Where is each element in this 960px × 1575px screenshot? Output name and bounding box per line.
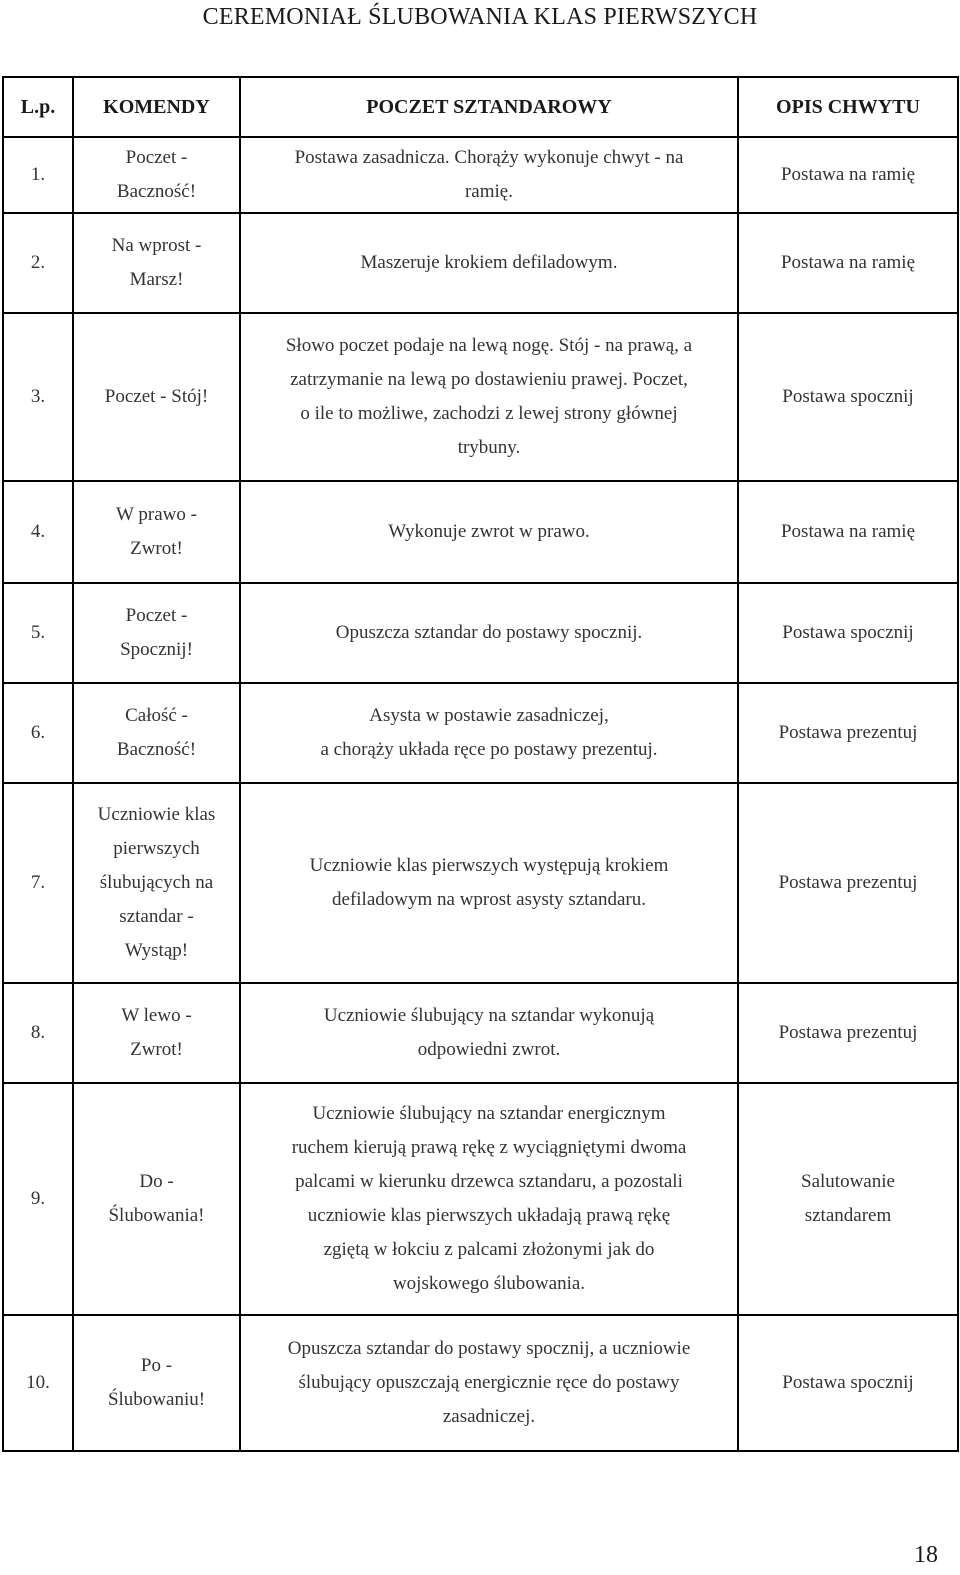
command-cell-line: Po - bbox=[140, 1355, 173, 1376]
command-cell bbox=[73, 1315, 240, 1451]
description-cell-line: Uczniowie klas pierwszych występują krokiem bbox=[309, 855, 669, 876]
grip-cell bbox=[738, 1083, 958, 1315]
description-cell-line: Uczniowie ślubujący na sztandar energicznym bbox=[312, 1103, 666, 1124]
command-cell-line: Marsz! bbox=[129, 269, 184, 290]
table-row bbox=[3, 583, 958, 683]
description-cell-line: o ile to możliwe, zachodzi z lewej strony głównej bbox=[300, 403, 678, 424]
table-row bbox=[3, 313, 958, 481]
grip-cell-line: Postawa na ramię bbox=[780, 252, 915, 273]
description-cell-line: palcami w kierunku drzewca sztandaru, a pozostali bbox=[295, 1171, 683, 1192]
page-title: CEREMONIAŁ ŚLUBOWANIA KLAS PIERWSZYCH bbox=[202, 4, 758, 30]
command-cell bbox=[73, 1083, 240, 1315]
header-color-guard: POCZET SZTANDAROWY bbox=[240, 77, 738, 137]
command-cell-line: Zwrot! bbox=[130, 1039, 183, 1060]
command-cell-line: Ślubowania! bbox=[108, 1205, 205, 1226]
command-cell-line: sztandar - bbox=[119, 906, 194, 927]
description-cell bbox=[240, 313, 738, 481]
row-number: 10. bbox=[3, 1315, 73, 1451]
table-row bbox=[3, 213, 958, 313]
description-cell-line: trybuny. bbox=[457, 437, 521, 458]
command-cell-line: pierwszych bbox=[113, 838, 200, 859]
table-row bbox=[3, 983, 958, 1083]
header-lp: L.p. bbox=[3, 77, 73, 137]
description-cell-line: Opuszcza sztandar do postawy spocznij, a uczniowie bbox=[287, 1338, 691, 1359]
command-cell-line: Ślubowaniu! bbox=[107, 1389, 206, 1410]
command-cell bbox=[73, 313, 240, 481]
grip-cell-line: Postawa prezentuj bbox=[778, 872, 918, 893]
command-cell-line: Baczność! bbox=[116, 181, 197, 202]
row-number: 2. bbox=[3, 213, 73, 313]
description-cell bbox=[240, 983, 738, 1083]
command-cell-line: Baczność! bbox=[116, 739, 197, 760]
command-cell-line: W prawo - bbox=[116, 504, 197, 525]
grip-cell bbox=[738, 137, 958, 213]
grip-cell-line: Postawa spocznij bbox=[782, 386, 914, 407]
header-commands: KOMENDY bbox=[73, 77, 240, 137]
grip-cell-line: Postawa na ramię bbox=[780, 521, 915, 542]
command-cell bbox=[73, 983, 240, 1083]
table-row bbox=[3, 1083, 958, 1315]
grip-cell-line: Postawa prezentuj bbox=[778, 722, 918, 743]
command-cell-line: ślubujących na bbox=[99, 872, 214, 893]
grip-cell bbox=[738, 583, 958, 683]
description-cell-line: zasadniczej. bbox=[442, 1406, 536, 1427]
command-cell-line: Poczet - Stój! bbox=[104, 386, 209, 407]
table-header-row bbox=[3, 77, 958, 137]
command-cell-line: Na wprost - bbox=[111, 235, 202, 256]
table-body bbox=[3, 137, 958, 1451]
description-cell-line: Postawa zasadnicza. Chorąży wykonuje chwyt - na bbox=[294, 147, 684, 168]
row-number: 6. bbox=[3, 683, 73, 783]
row-number: 7. bbox=[3, 783, 73, 983]
description-cell bbox=[240, 481, 738, 583]
description-cell-line: zatrzymanie na lewą po dostawieniu prawej. Poczet, bbox=[290, 369, 688, 390]
page-number: 18 bbox=[914, 1542, 938, 1568]
grip-cell-line: sztandarem bbox=[804, 1205, 892, 1226]
command-cell-line: Uczniowie klas bbox=[97, 804, 216, 825]
command-cell bbox=[73, 213, 240, 313]
grip-cell-line: Postawa na ramię bbox=[780, 164, 915, 185]
description-cell bbox=[240, 1315, 738, 1451]
row-number: 8. bbox=[3, 983, 73, 1083]
command-cell-line: Spocznij! bbox=[120, 639, 193, 660]
description-cell bbox=[240, 683, 738, 783]
grip-cell bbox=[738, 313, 958, 481]
description-cell-line: Opuszcza sztandar do postawy spocznij. bbox=[335, 622, 643, 643]
description-cell bbox=[240, 583, 738, 683]
description-cell-line: ruchem kierują prawą rękę z wyciągniętymi dwoma bbox=[291, 1137, 687, 1158]
grip-cell-line: Postawa prezentuj bbox=[778, 1022, 918, 1043]
description-cell-line: defiladowym na wprost asysty sztandaru. bbox=[332, 889, 646, 910]
description-cell-line: Wykonuje zwrot w prawo. bbox=[388, 521, 590, 542]
description-cell-line: Maszeruje krokiem defiladowym. bbox=[360, 252, 618, 273]
grip-cell-line: Postawa spocznij bbox=[782, 1372, 914, 1393]
row-number: 3. bbox=[3, 313, 73, 481]
command-cell-line: Poczet - bbox=[125, 605, 188, 626]
row-number: 9. bbox=[3, 1083, 73, 1315]
grip-cell bbox=[738, 213, 958, 313]
grip-cell bbox=[738, 1315, 958, 1451]
grip-cell-line: Salutowanie bbox=[801, 1171, 895, 1192]
command-cell-line: Zwrot! bbox=[130, 538, 183, 559]
description-cell-line: uczniowie klas pierwszych układają prawą rękę bbox=[307, 1205, 671, 1226]
description-cell-line: ramię. bbox=[464, 181, 513, 202]
description-cell bbox=[240, 783, 738, 983]
description-cell bbox=[240, 137, 738, 213]
grip-cell bbox=[738, 683, 958, 783]
ceremony-table bbox=[2, 76, 959, 1452]
description-cell bbox=[240, 213, 738, 313]
command-cell bbox=[73, 683, 240, 783]
description-cell bbox=[240, 1083, 738, 1315]
command-cell bbox=[73, 583, 240, 683]
command-cell-line: W lewo - bbox=[121, 1005, 192, 1026]
description-cell-line: Asysta w postawie zasadniczej, bbox=[369, 705, 609, 726]
table-row bbox=[3, 683, 958, 783]
description-cell-line: zgiętą w łokciu z palcami złożonymi jak do bbox=[323, 1239, 655, 1260]
grip-cell bbox=[738, 983, 958, 1083]
row-number: 5. bbox=[3, 583, 73, 683]
command-cell-line: Poczet - bbox=[125, 147, 188, 168]
header-grip: OPIS CHWYTU bbox=[738, 77, 958, 137]
command-cell bbox=[73, 481, 240, 583]
grip-cell-line: Postawa spocznij bbox=[782, 622, 914, 643]
command-cell-line: Całość - bbox=[125, 705, 188, 726]
row-number: 1. bbox=[3, 137, 73, 213]
grip-cell bbox=[738, 481, 958, 583]
table-row bbox=[3, 783, 958, 983]
description-cell-line: Uczniowie ślubujący na sztandar wykonują bbox=[323, 1005, 655, 1026]
table-row bbox=[3, 137, 958, 213]
description-cell-line: odpowiedni zwrot. bbox=[417, 1039, 561, 1060]
command-cell bbox=[73, 783, 240, 983]
command-cell-line: Wystąp! bbox=[124, 940, 189, 961]
grip-cell bbox=[738, 783, 958, 983]
description-cell-line: Słowo poczet podaje na lewą nogę. Stój - na prawą, a bbox=[285, 335, 693, 356]
description-cell-line: a chorąży układa ręce po postawy prezentuj. bbox=[320, 739, 658, 760]
command-cell-line: Do - bbox=[139, 1171, 174, 1192]
table-row bbox=[3, 1315, 958, 1451]
description-cell-line: ślubujący opuszczają energicznie ręce do postawy bbox=[298, 1372, 680, 1393]
table-row bbox=[3, 481, 958, 583]
description-cell-line: wojskowego ślubowania. bbox=[392, 1273, 586, 1294]
row-number: 4. bbox=[3, 481, 73, 583]
command-cell bbox=[73, 137, 240, 213]
